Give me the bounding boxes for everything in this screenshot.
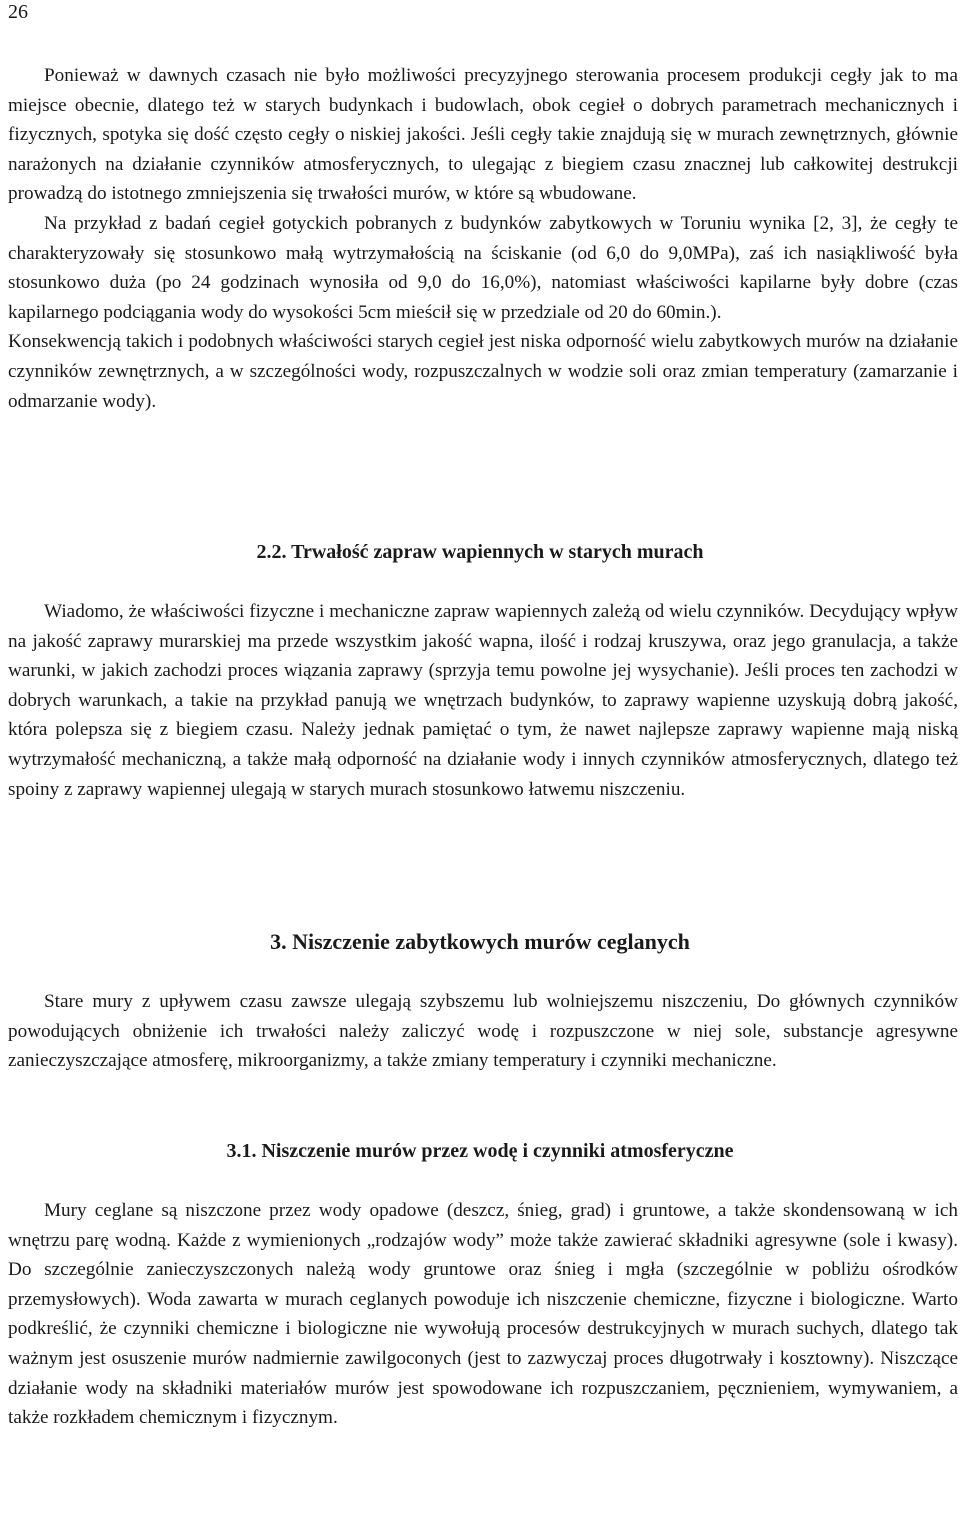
paragraph: Ponieważ w dawnych czasach nie było możliwości precyzyjnego sterowania procesem produkcji cegły jak to ma miejsce obecnie, dlatego też w starych budynkach i budowlach, obok cegieł o dobrych parametrach mechanicznych i fizycznych, spotyka się dość często cegły o niskiej jakości. Jeśli cegły takie znajdują się w murach zewnętrznych, głównie narażonych na działanie czynników atmosferycznych, to ulegając z biegiem czasu znacznej lub całkowitej destrukcji prowadzą do istotnego zmniejszenia się trwałości murów, w które są wbudowane. <box>8 65 958 205</box>
paragraph: Mury ceglane są niszczone przez wody opadowe (deszcz, śnieg, grad) i gruntowe, a także skondensowaną w ich wnętrzu parę wodną. Każde z wymienionych „rodzajów wody” może także zawierać składniki agresywne (sole i kwasy). Do szczególnie zanieczyszczonych należą wody gruntowe oraz śnieg i mgła (szczególnie w pobliżu ośrodków przemysłowych). Woda zawarta w murach ceglanych powoduje ich niszczenie chemiczne, fizyczne i biologiczne. Warto podkreślić, że czynniki chemiczne i biologiczne nie wywołują procesów destrukcyjnych w murach suchych, dlatego tak ważnym jest osuszenie murów nadmiernie zawilgoconych (jest to zazwyczaj proces długotrwały i kosztowny). Niszczące działanie wody na składniki materiałów murów jest spowodowane ich rozpuszczaniem, pęcznieniem, wymywaniem, a także rozkładem chemicznym i fizycznym. <box>8 1200 958 1429</box>
section-heading-2-2: 2.2. Trwałość zapraw wapiennych w starych murach <box>256 541 704 563</box>
intro-text-block <box>8 61 958 416</box>
paragraph: Konsekwencją takich i podobnych właściwości starych cegieł jest niska odporność wielu zabytkowych murów na działanie czynników zewnętrznych, a w szczególności wody, rozpuszczalnych w wodzie soli oraz zmian temperatury (zamarzanie i odmarzanie wody). <box>8 331 958 412</box>
paragraph: Stare mury z upływem czasu zawsze ulegają szybszemu lub wolniejszemu niszczeniu, Do głównych czynników powodujących obniżenie ich trwałości należy zaliczyć wodę i rozpuszczone w niej sole, substancje agresywne zanieczyszczające atmosferę, mikroorganizmy, a także zmiany temperatury i czynniki mechaniczne. <box>8 991 958 1072</box>
section-heading-3-1: 3.1. Niszczenie murów przez wodę i czynniki atmosferyczne <box>226 1140 734 1162</box>
section-heading-3: 3. Niszczenie zabytkowych murów ceglanych <box>270 929 690 954</box>
page-number: 26 <box>8 1 28 23</box>
section-3-text <box>8 987 958 1076</box>
paragraph: Na przykład z badań cegieł gotyckich pobranych z budynków zabytkowych w Toruniu wynika [2, 3], że cegły te charakteryzowały się stosunkowo małą wytrzymałością na ściskanie (od 6,0 do 9,0MPa), zaś ich nasiąkliwość była stosunkowo duża (po 24 godzinach wynosiła od 9,0 do 16,0%), natomiast właściwości kapilarne były dobre (czas kapilarnego podciągania wody do wysokości 5cm mieścił się w przedziale od 20 do 60min.). <box>8 212 958 323</box>
paragraph: Wiadomo, że właściwości fizyczne i mechaniczne zapraw wapiennych zależą od wielu czynników. Decydujący wpływ na jakość zaprawy murarskiej ma przede wszystkim jakość wapna, ilość i rodzaj kruszywa, oraz jego granulacja, a także warunki, w jakich zachodzi proces wiązania zaprawy (sprzyja temu powolne jej wysychanie). Jeśli proces ten zachodzi w dobrych warunkach, a takie na przykład panują we wnętrzach budynków, to zaprawy wapienne uzyskują dobrą jakość, która polepsza się z biegiem czasu. Należy jednak pamiętać o tym, że nawet najlepsze zaprawy wapienne mają niską wytrzymałość mechaniczną, a także małą odporność na działanie wody i innych czynników atmosferycznych, dlatego też spoiny z zaprawy wapiennej ulegają w starych murach stosunkowo łatwemu niszczeniu. <box>8 601 958 800</box>
section-3-1-text <box>8 1196 958 1433</box>
section-2-2-text <box>8 597 958 804</box>
